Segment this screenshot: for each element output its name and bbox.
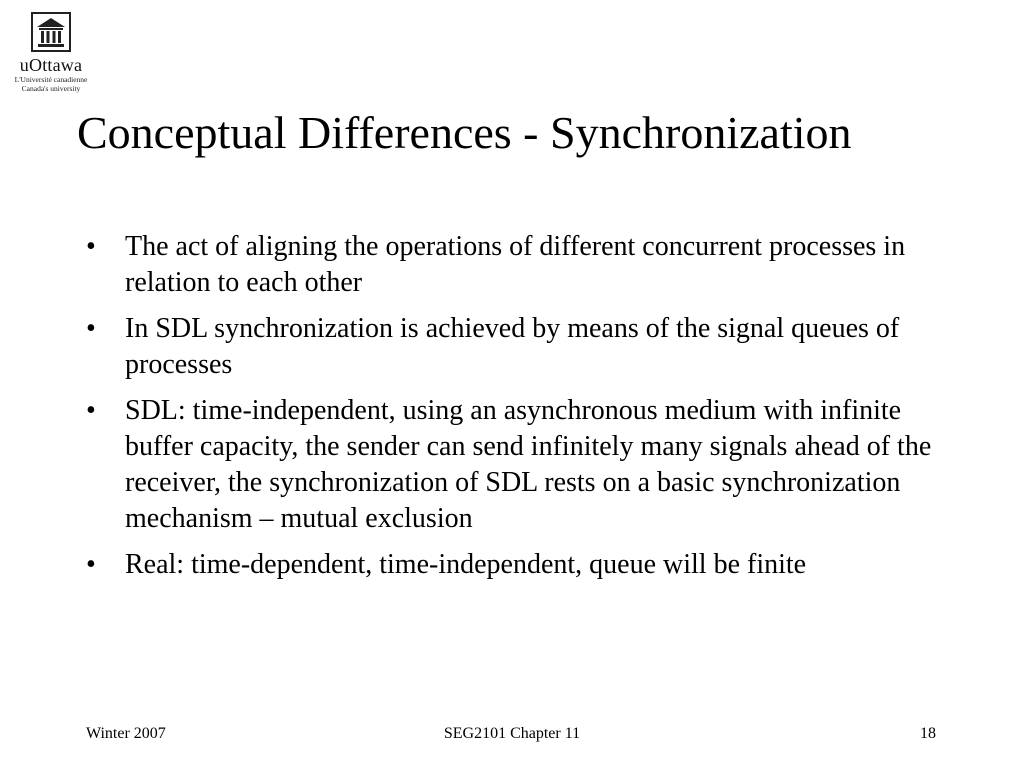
- bullet-text: Real: time-dependent, time-independent, queue will be finite: [125, 549, 807, 580]
- bullet-item: [86, 547, 946, 583]
- slide-title: Conceptual Differences - Synchronization: [77, 107, 852, 158]
- bullet-marker: •: [86, 231, 96, 262]
- footer-date: Winter 2007: [86, 725, 166, 742]
- university-logo: [10, 12, 92, 93]
- bullet-text: In SDL synchronization is achieved by means of the signal queues of processes: [125, 313, 900, 380]
- university-building-icon: [31, 12, 71, 52]
- bullet-list: [86, 229, 946, 593]
- footer-course: SEG2101 Chapter 11: [443, 725, 581, 742]
- bullet-marker: •: [86, 549, 96, 580]
- logo-wordmark: uOttawa: [19, 55, 83, 75]
- bullet-item: [86, 311, 946, 383]
- bullet-marker: •: [86, 313, 96, 344]
- slide-number: 18: [920, 725, 936, 742]
- bullet-text: SDL: time-independent, using an asynchronous medium with infinite buffer capacity, the sender can send infinitely many signals ahead of the receiver, the synchronization of SDL rests on a basic synchronization mechanism – mutual exclusion: [125, 395, 932, 534]
- logo-tagline-fr: L'Université canadienne: [14, 75, 88, 84]
- bullet-marker: •: [86, 395, 96, 426]
- bullet-item: [86, 229, 946, 301]
- logo-tagline-en: Canada's university: [21, 84, 81, 93]
- bullet-text: The act of aligning the operations of different concurrent processes in relation to each other: [125, 231, 906, 298]
- bullet-item: [86, 393, 946, 537]
